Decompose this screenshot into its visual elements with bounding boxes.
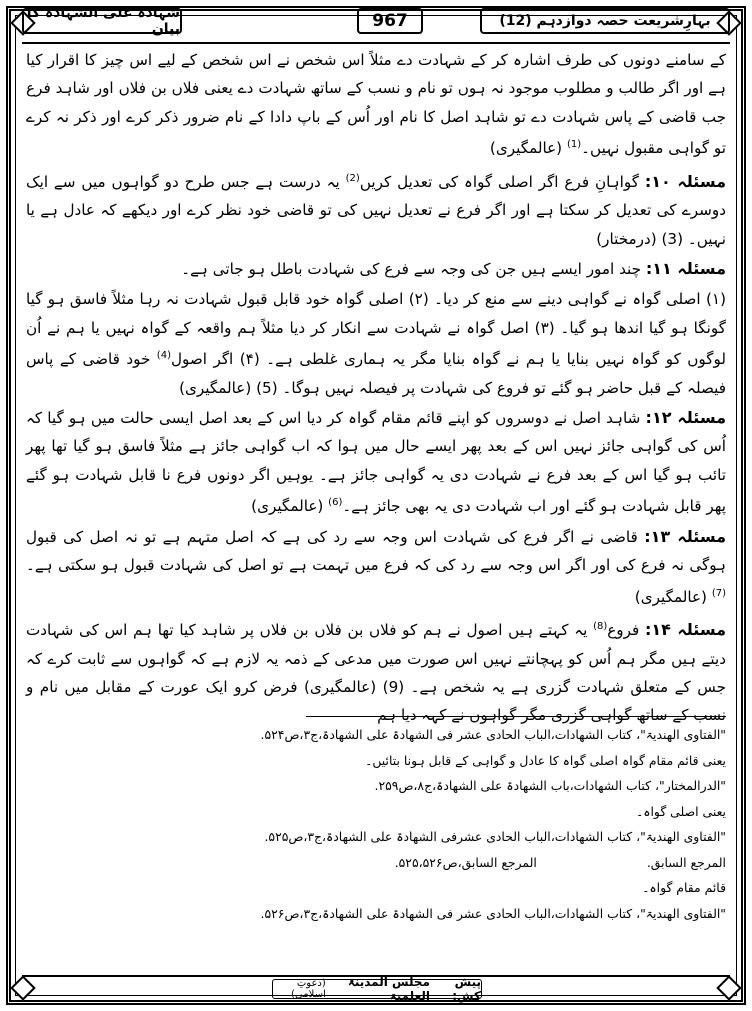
- masala-label: مسئلہ ۱۲:: [645, 408, 727, 428]
- paragraph-text: گواہانِ فرع اگر اصلی گواہ کی تعدیل کریں: [359, 172, 645, 191]
- paragraph-text: شاہد اصل نے دوسروں کو اپنے قائم مقام گواہ کر دیا اس کے بعد اصل ایسی حالت میں ہو گیا کہ اُس کی گواہی جائز نہیں اس کے بعد پھر ایسے حال میں ہوا کہ اب گواہی جائز ہے مثلاً فاسق ہو گیا تھا پھر تائب ہو گیا اس کے بعد فرع نے شہادت دی یہ گواہی جائز ہے۔ یوہیں اگر دونوں فرع نا قابل شہادت ہو گئے پھر قابل شہادت ہو گئے اور اب شہادت دی یہ بھی جائز ہے۔: [26, 409, 726, 516]
- paragraph-text: یہ کہتے ہیں اصول نے ہم کو فلاں بن فلاں بن فلاں پر شاہد کیا تھا ہم اس کی شہادت دیتے ہیں مگر ہم اُس کو پہچانتے نہیں اس صورت میں مدعی کے ذمہ یہ لازم ہے کہ گواہوں سے ثابت کرے کہ جس کے متعلق شہادت گزری ہے یہ شخص ہے۔ (9) (عالمگیری) فرض کرو ایک عورت کے مقابل میں نام و نسب کے ساتھ گواہی گزری مگر گواہوں نے کہہ دیا ہم: [26, 621, 726, 725]
- paragraph-text: (عالمگیری): [489, 139, 567, 158]
- masala-label: مسئلہ ۱۳:: [644, 526, 727, 546]
- footnote-text: المرجع السابق،ص۵۲۵،۵۲۶.: [394, 854, 537, 870]
- masala-12: [26, 404, 726, 521]
- paragraph-text: (۱) اصلی گواہ نے گواہی دینے سے منع کر دیا۔ (۲) اصلی گواہ خود قابل قبول شہادت نہ رہا مثلاً فاسق ہو گیا گونگا ہو گیا اندھا ہو گیا۔ (۳) اصل گواہ نے شہادت سے انکار کر دیا مثلاً ہم واقعہ کے گواہ نہیں یا ہم نے اُن لوگوں کو گواہ نہیں بنایا یا ہم نے گواہ بنایا مگر یہ ہماری غلطی ہے۔ (۴) اگر اصول: [26, 290, 726, 369]
- footnote-text: قائم مقام گواہ۔: [642, 880, 726, 895]
- paragraph-text: کے سامنے دونوں کی طرف اشارہ کر کے شہادت دے مثلاً اس شخص نے اس شخص کے لیے اس چیز کا اقرار کیا ہے اور اگر طالب و مطلوب موجود نہ ہوں تو نام و نسب کے ساتھ شہادت دے یعنی فلاں بن فلاں اور شاہد فرع جب قاضی کے پاس شہادت دے تو شاہد اصل کا نام اور اُس کے باپ دادا کے نام ضرور ذکر کرے اور ذکر نہ کرے تو گواہی مقبول نہیں۔: [26, 51, 726, 158]
- page-number: 967: [357, 8, 423, 34]
- paragraph-text: خود قاضی کے پاس فیصلہ کے قبل حاضر ہو گئے تو فروع کی شہادت پر فیصلہ نہیں ہوگا۔ (5) (عالمگیری): [26, 350, 726, 397]
- footnote: [26, 824, 726, 850]
- book-title: بہارِشریعت حصہ دوازدہم (12): [480, 8, 730, 34]
- paragraph: [26, 46, 726, 163]
- paragraph-text: چند امور ایسے ہیں جن کی وجہ سے فرع کی شہادت باطل ہو جاتی ہے۔: [181, 259, 646, 278]
- footnote-ref[interactable]: (6): [328, 497, 343, 509]
- footnote: [26, 875, 726, 901]
- footnote-pair: [26, 850, 726, 876]
- masala-11: [26, 255, 726, 283]
- footnotes: [26, 722, 726, 926]
- masala-label: مسئلہ ۱۰:: [644, 171, 727, 191]
- main-text: [26, 46, 726, 732]
- footnote-ref[interactable]: (8): [593, 621, 608, 633]
- paragraph-text: قاضی نے اگر فرع کی شہادت اس وجہ سے رد کی ہے کہ اصل متہم ہے تو نہ اصل کی قبول ہوگی نہ فرع کی اور اگر اس وجہ سے رد کی کہ فرع میں تہمت ہے تو اصل کی شہادت قبول ہو سکتی ہے۔: [26, 527, 726, 575]
- header-rule: [22, 42, 730, 44]
- chapter-title: شہادۃ علی الشہادۃ کا بیان: [22, 8, 182, 34]
- paragraph-text: (عالمگیری): [251, 497, 329, 516]
- footnote-ref[interactable]: (1): [566, 139, 582, 151]
- footnote-text: یعنی قائم مقام گواہ اصلی گواہ کا عادل و گواہی کے قابل ہونا بتائیں۔: [365, 752, 726, 768]
- publisher-box: [272, 975, 482, 1003]
- footnote-text: "الفتاوی الھندیۃ"، کتاب الشھادات،الباب الحادی عشر فی الشھادۃ علی الشھادۃ،ج۳،ص۵۲۴.: [260, 727, 726, 742]
- paragraph-text: (عالمگیری): [634, 587, 712, 606]
- footnote: [26, 773, 726, 799]
- publisher-name: مجلس المدینۃ العلمیۃ: [347, 975, 430, 1003]
- footnote-text: "الفتاوی الھندیۃ"، کتاب الشھادات،الباب الحادی عشرفی الشھادۃ علی الشھادۃ،ج۳،ص۵۲۵.: [264, 829, 726, 844]
- footnote-ref[interactable]: (4): [156, 350, 171, 362]
- masala-14: [26, 613, 726, 730]
- paragraph-text: یہ درست ہے جس طرح دو گواہوں میں سے ایک دوسرے کی تعدیل کر سکتا ہے اور اگر فرع نے تعدیل نہیں کی تو قاضی خود نظر کرے اور دیکھے کہ عادل ہے یا نہیں۔ (3) (درمختار): [26, 172, 726, 248]
- footnote-text: "الفتاوی الھندیۃ"، کتاب الشھادات،الباب الحادی عشر فی الشھادۃ علی الشھادۃ،ج۳،ص۵۲۶.: [260, 905, 726, 921]
- page-footer: [22, 975, 730, 1001]
- footnote-ref[interactable]: (2): [345, 172, 360, 184]
- masala-10: [26, 165, 726, 253]
- masala-label: مسئلہ ۱۱:: [645, 258, 726, 278]
- organization-name: (دعوتِ اسلامی): [291, 978, 326, 1000]
- footnote: [26, 901, 726, 927]
- masala-label: مسئلہ ۱۴:: [645, 620, 727, 640]
- footnote-text: المرجع السابق.: [646, 854, 726, 870]
- footnote-rule: [306, 716, 726, 717]
- footnote-text: یعنی اصلی گواہ۔: [635, 803, 726, 819]
- footnote-ref[interactable]: (7): [711, 587, 726, 599]
- footnote: [26, 722, 726, 748]
- paragraph-text: فروع: [607, 621, 645, 640]
- footnote-text: "الدرالمختار"، کتاب الشھادات،باب الشھادۃ علی الشھادۃ،ج۸،ص۲۵۹.: [374, 778, 726, 793]
- footnote: [26, 748, 726, 774]
- page-header: [22, 5, 730, 37]
- masala-13: [26, 523, 726, 611]
- presenter-label: پیش کش:: [452, 975, 481, 1003]
- footnote: [26, 799, 726, 825]
- paragraph: [26, 285, 726, 402]
